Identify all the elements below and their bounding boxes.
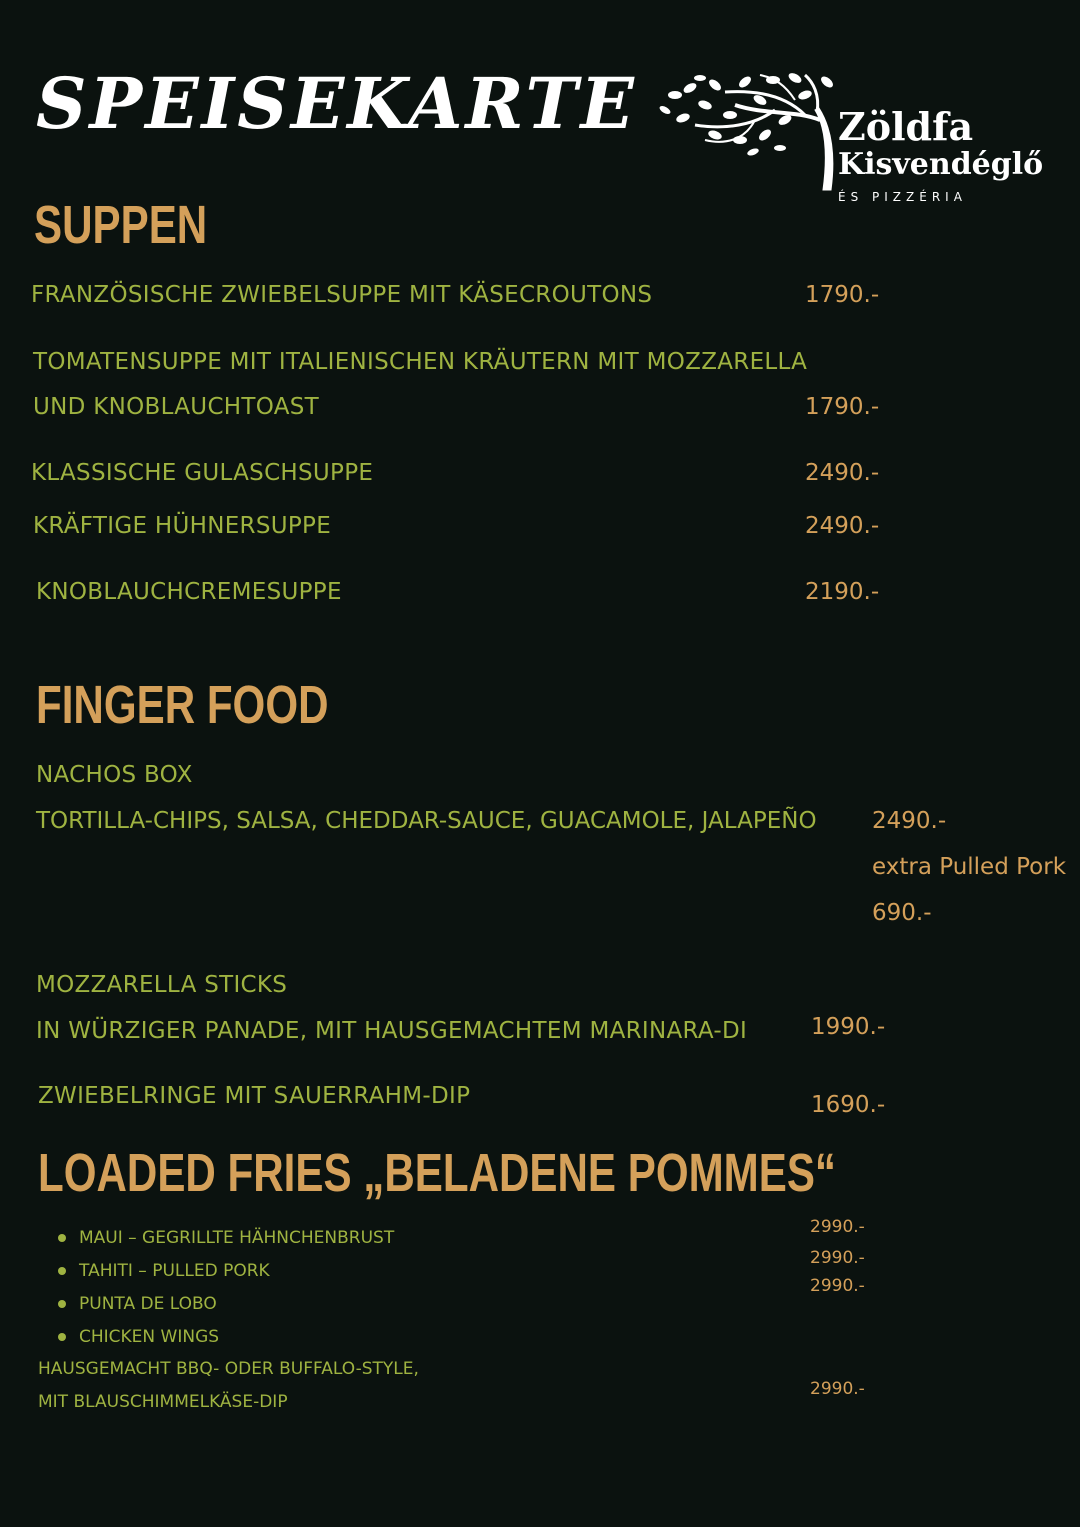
menu-item-name-line2: UND KNOBLAUCHTOAST [33,394,320,420]
bullet-icon [58,1234,66,1242]
menu-item-name: FRANZÖSISCHE ZWIEBELSUPPE MIT KÄSECROUTONS [31,282,653,308]
menu-item-price: 2990.- [810,1276,865,1296]
page-title: SPEISEKARTE [36,62,637,145]
menu-item-name: TOMATENSUPPE MIT ITALIENISCHEN KRÄUTERN MIT MOZZARELLA [33,349,808,375]
menu-item-name: KLASSISCHE GULASCHSUPPE [31,460,374,486]
menu-item-price: 1790.- [805,394,880,420]
bullet-icon [58,1300,66,1308]
bullet-icon [58,1333,66,1341]
bullet-icon [58,1267,66,1275]
menu-item-extra-label: extra Pulled Pork [872,854,1067,880]
logo-name-line2: Kisvendéglő [838,147,1044,182]
menu-item-description: TORTILLA-CHIPS, SALSA, CHEDDAR-SAUCE, GUACAMOLE, JALAPEÑO [36,808,817,834]
menu-item-name: MAUI – GEGRILLTE HÄHNCHENBRUST [79,1228,395,1248]
menu-item-name: PUNTA DE LOBO [79,1294,217,1314]
menu-item-price: 2490.- [805,460,880,486]
menu-item-name: TAHITI – PULLED PORK [79,1261,270,1281]
menu-item-name: KRÄFTIGE HÜHNERSUPPE [33,513,332,539]
logo-name-line1: Zöldfa [838,104,974,149]
section-heading-finger-food: FINGER FOOD [36,675,329,735]
menu-item-price: 2990.- [810,1248,865,1268]
menu-item-price: 1690.- [811,1092,886,1118]
menu-note-line1: HAUSGEMACHT BBQ- ODER BUFFALO-STYLE, [38,1359,419,1379]
logo-subtitle: ÉS PIZZÉRIA [838,190,967,204]
menu-item-price: 2190.- [805,579,880,605]
menu-item-price: 1790.- [805,282,880,308]
menu-item-price: 1990.- [811,1014,886,1040]
menu-item-name: CHICKEN WINGS [79,1327,220,1347]
section-heading-loaded-fries: LOADED FRIES „BELADENE POMMES“ [38,1143,837,1203]
menu-item-price: 2990.- [810,1217,865,1237]
menu-item-name: NACHOS BOX [36,762,193,788]
menu-note-line2: MIT BLAUSCHIMMELKÄSE-DIP [38,1392,288,1412]
section-heading-suppen: SUPPEN [34,195,208,255]
menu-item-extra-price: 690.- [872,900,932,926]
menu-item-price: 2990.- [810,1379,865,1399]
menu-item-name: MOZZARELLA STICKS [36,972,288,998]
menu-item-description: IN WÜRZIGER PANADE, MIT HAUSGEMACHTEM MARINARA-DI [36,1018,748,1044]
menu-item-price: 2490.- [805,513,880,539]
menu-item-name: ZWIEBELRINGE MIT SAUERRAHM-DIP [38,1083,471,1109]
menu-item-price: 2490.- [872,808,947,834]
menu-item-name: KNOBLAUCHCREMESUPPE [36,579,342,605]
